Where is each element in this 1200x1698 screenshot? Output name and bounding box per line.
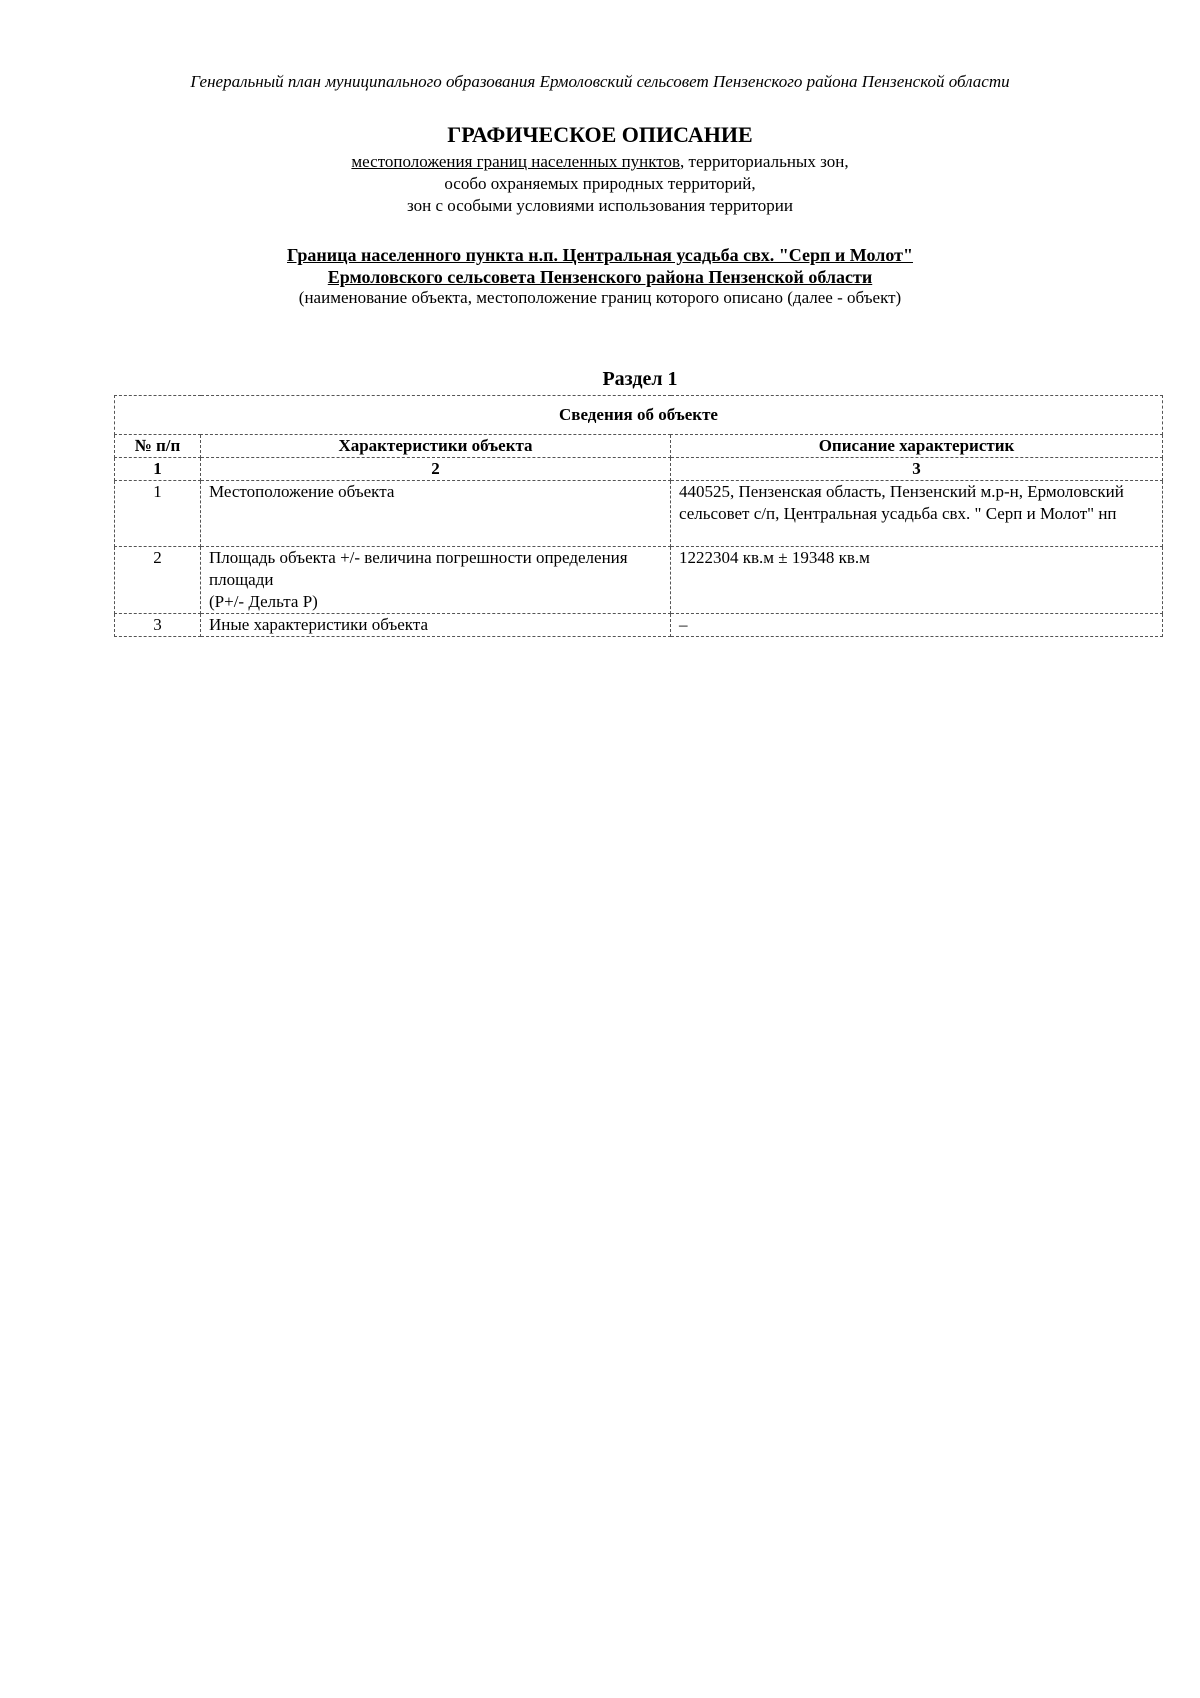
row-num: 1 [115,481,201,547]
column-number: 2 [201,458,671,481]
document-subtitle [0,151,1200,217]
column-header-characteristic: Характеристики объекта [201,435,671,458]
row-description: 440525, Пензенская область, Пензенский м.р-н, Ермоловский сельсовет с/п, Центральная усадьба свх. " Серп и Молот" нп [671,481,1163,547]
subtitle-line-1 [0,151,1200,173]
column-header-description: Описание характеристик [671,435,1163,458]
section-title: Раздел 1 [602,368,678,390]
row-description: 1222304 кв.м ± 19348 кв.м [671,547,1163,614]
subtitle-line-3: зон с особыми условиями использования территории [407,196,793,215]
object-note: (наименование объекта, местоположение границ которого описано (далее - объект) [298,288,902,307]
row-num: 2 [115,547,201,614]
subtitle-rest-text: , территориальных зон, [680,152,849,171]
column-number: 3 [671,458,1163,481]
table-caption-row [115,396,1163,435]
row-characteristic: Иные характеристики объекта [201,614,671,637]
row-characteristic [201,547,671,614]
table-caption: Сведения об объекте [115,396,1163,435]
row-num: 3 [115,614,201,637]
table-row [115,547,1163,614]
column-number-row [115,458,1163,481]
document-title: ГРАФИЧЕСКОЕ ОПИСАНИЕ [447,122,753,147]
row-description: – [671,614,1163,637]
table-row [115,481,1163,547]
object-name-line-1: Граница населенного пункта н.п. Центральная усадьба свх. "Серп и Молот" [287,245,913,265]
subtitle-line-2: особо охраняемых природных территорий, [444,174,756,193]
object-info-table [114,395,1163,637]
row-characteristic-extra: (Р+/- Дельта Р) [209,592,318,611]
column-number: 1 [115,458,201,481]
table-row [115,614,1163,637]
table-header-row [115,435,1163,458]
object-name [0,244,1200,288]
row-characteristic-text: Площадь объекта +/- величина погрешности определения площади [209,548,628,589]
object-name-line-2: Ермоловского сельсовета Пензенского района Пензенской области [327,267,873,287]
row-characteristic: Местоположение объекта [201,481,671,547]
column-header-num: № п/п [115,435,201,458]
subtitle-underlined-text: местоположения границ населенных пунктов [351,152,681,171]
document-header: Генеральный план муниципального образования Ермоловский сельсовет Пензенского района Пензенской области [190,72,1010,91]
